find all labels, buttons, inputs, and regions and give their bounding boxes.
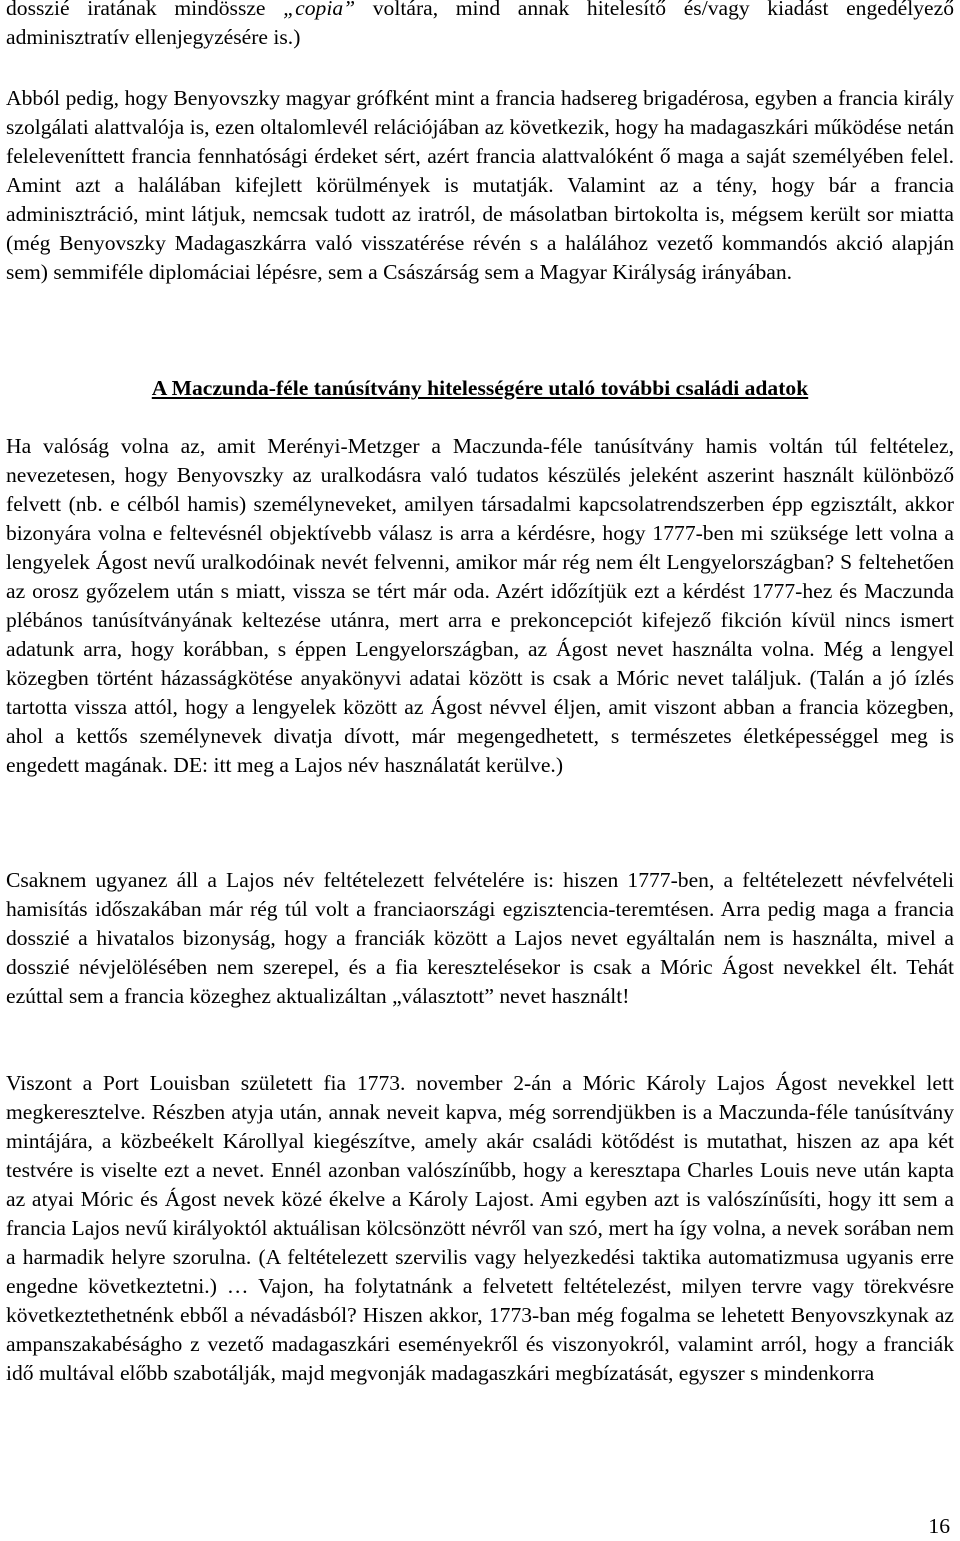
paragraph-top-before: dosszié iratának mindössze (6, 0, 284, 20)
paragraph-top-after: voltára, mind annak hitelesítő és/vagy kiadást engedélyező adminisztratív ellenjegyzésére is.) (6, 0, 954, 49)
paragraph-c: Csaknem ugyanez áll a Lajos név feltételezett felvételére is: hiszen 1777-ben, a feltételezett névfelvételi hamisítás időszakában már rég túl volt a franciaországi egzisztencia-teremtésen. Arra pedig maga a francia dosszié a hivatalos bizonyság, hogy a franciák között a Lajos nevet egyáltalán nem is használta, mivel a dosszié névjelölésében nem szerepel, és a fia keresztelésekor is csak a Móric Ágost nevekkel élt. Tehát ezúttal sem a francia közeghez aktualizáltan „választott” nevet használt! (6, 868, 954, 1008)
paragraph-d: Viszont a Port Louisban született fia 1773. november 2-án a Móric Károly Lajos Ágost nevekkel lett megkeresztelve. Részben atyja után, annak neveit kapva, még sorrendjükben is a Maczunda-féle tanúsítvány mintájára, a közbeékelt Károllyal kiegészítve, amely akár családi kötődést is mutathat, hiszen az apa két testvére is viselte ezt a nevet. Ennél azonban valószínűbb, hogy a keresztapa Charles Louis neve után kapta az atyai Móric és Ágost nevek közé ékelve a Károly Lajost. Ami egyben azt is valószínűsíti, hogy itt sem a francia Lajos nevű királyoktól aktuálisan kölcsönzött névről van szó, mert ha így volna, a nevek sorában nem a harmadik helyre szorulna. (A feltételezett szervilis vagy helyezkedési taktika automatizmusa ugyanis erre engedne következtetni.) … Vajon, ha folytatnánk a felvetett feltételezést, milyen tervre vagy törekvésre következtethetnénk ebből a névadásból? Hiszen akkor, 1773-ban még fogalma se lehetett Benyovszkynak az ampanszakabéságho z vezető madagaszkári eseményekről és viszonyokról, valamint arról, hogy a franciák idő multával előbb szabotálják, majd megvonják madagaszkári megbízatását, egyszer s mindenkorra (6, 1071, 954, 1385)
paragraph-top (6, 0, 954, 52)
document-page (6, 0, 954, 1537)
page-number: 16 (928, 1514, 950, 1538)
paragraph-b: Ha valóság volna az, amit Merényi-Metzger a Maczunda-féle tanúsítvány hamis voltán túl feltételez, nevezetesen, hogy Benyovszky az uralkodásra való tudatos készülés jeleként aszerint használt különböző felvett (nb. e célból hamis) személyneveket, amilyen társadalmi kapcsolatrendszerben épp egzisztált, akkor bizonyára volna e feltevésnél objektívebb válasz is arra a kérdésre, hogy 1777-ben mi szüksége lett volna a lengyelek Ágost nevű uralkodóinak nevét felvenni, amikor már rég nem élt Lengyelországban? S feltehetően az orosz győzelem után s miatt, vissza se tért már oda. Azért időzítjük ezt a kérdést 1777-hez és Maczunda plébános tanúsítványának keltezése utánra, mert arra e prekoncepciót kifejező fikción kívül nincs ismert adatunk arra, hogy korábban, s éppen Lengyelországban, az Ágost nevet használta volna. Még a lengyel közegben történt házasságkötése anyakönyvi adatai között is csak a Móric nevet találjuk. (Talán a jó ízlés tartotta vissza attól, hogy a lengyelek között az Ágost névvel éljen, amit viszont abban a francia közegben, ahol a kettős személynevek divatja dívott, már megengedhetett, s természetes életképességgel meg is engedett magának. DE: itt meg a Lajos név használatát kerülve.) (6, 434, 954, 777)
paragraph-top-emphasis: „copia” (283, 0, 356, 20)
section-heading: A Maczunda-féle tanúsítvány hitelességére utaló további családi adatok (151, 376, 809, 400)
paragraph-a: Abból pedig, hogy Benyovszky magyar grófként mint a francia hadsereg brigadérosa, egyben a francia király szolgálati alattvalója is, ezen oltalomlevél relációjában az következik, hogy ha madagaszkári működése netán feleleveníttett francia fennhatósági érdeket sért, azért francia alattvalóként ő maga a saját személyében felel. Amint azt a halálában kifejlett körülmények is mutatják. Valamint az a tény, hogy bár a francia adminisztráció, mint látjuk, nemcsak tudott az iratról, de másolatban birtokolta is, mégsem került sor miatta (még Benyovszky Madagaszkárra való visszatérése révén s a halálához vezető kommandós akció alapján sem) semmiféle diplomáciai lépésre, sem a Császárság sem a Magyar Királyság irányában. (6, 86, 954, 284)
